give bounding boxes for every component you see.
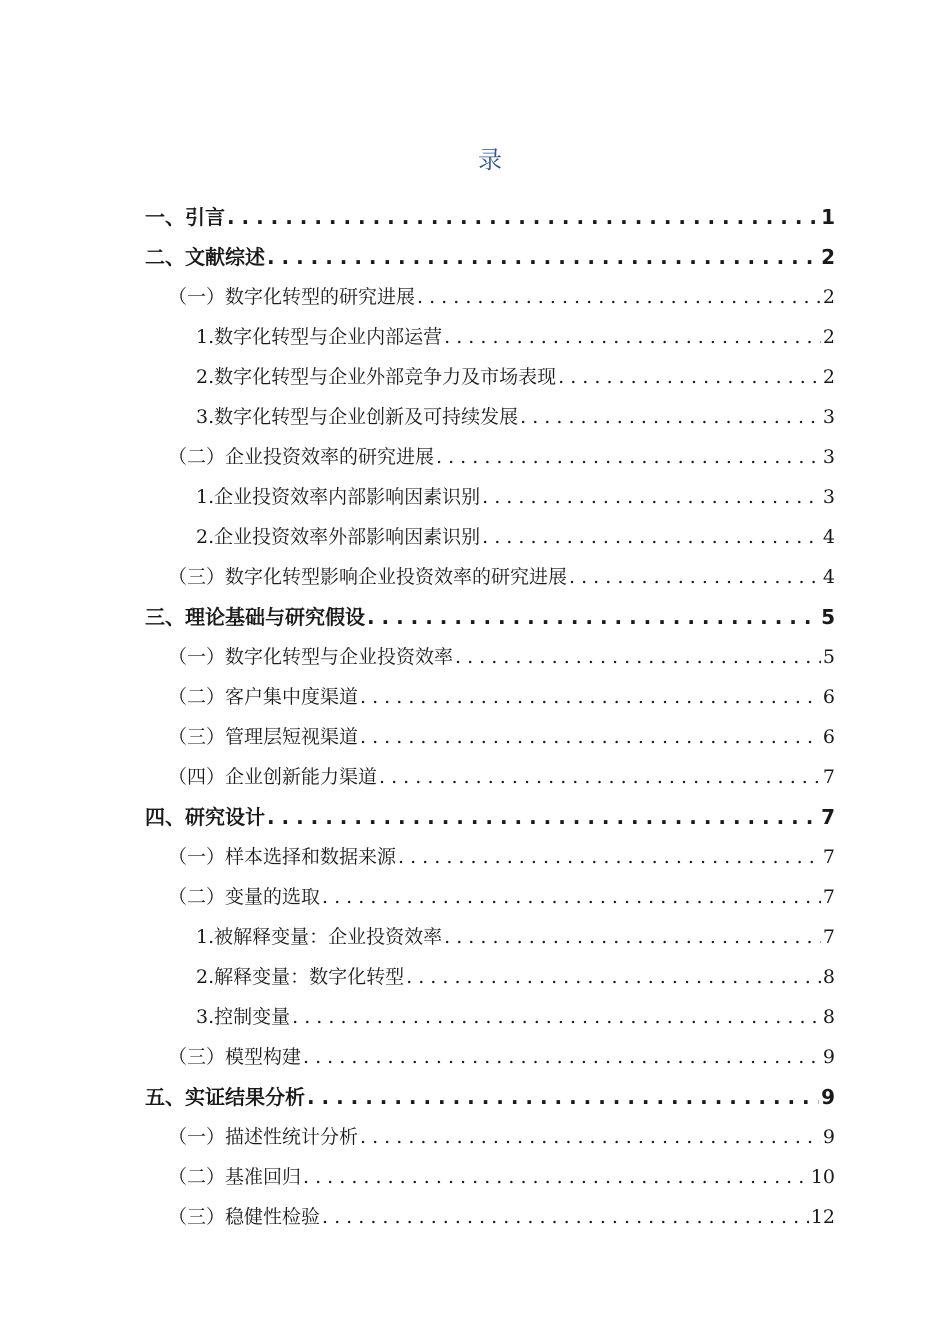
toc-entry-page-number: 4 xyxy=(822,525,835,548)
toc-entry-row xyxy=(196,482,835,509)
toc-entry-row xyxy=(196,1002,835,1029)
toc-list xyxy=(0,195,950,1235)
toc-entry-row xyxy=(196,522,835,549)
toc-dot-leader xyxy=(292,1006,821,1028)
toc-title: 录 xyxy=(478,146,502,174)
toc-entry-label: （二）企业投资效率的研究进展 xyxy=(168,445,435,468)
toc-entry-level-3[interactable] xyxy=(0,355,950,395)
toc-entry-page-number: 7 xyxy=(822,845,835,868)
toc-entry-level-2[interactable] xyxy=(0,675,950,715)
toc-dot-leader xyxy=(303,1166,809,1188)
toc-entry-row xyxy=(168,442,835,469)
toc-entry-label: 2.解释变量：数字化转型 xyxy=(196,965,405,988)
toc-dot-leader xyxy=(303,1046,821,1068)
toc-entry-label: （三）管理层短视渠道 xyxy=(168,725,359,748)
toc-entry-label: 2.数字化转型与企业外部竞争力及市场表现 xyxy=(196,365,557,388)
toc-entry-page-number: 9 xyxy=(822,1125,835,1148)
toc-entry-level-2[interactable] xyxy=(0,1155,950,1195)
toc-entry-page-number: 4 xyxy=(822,565,835,588)
toc-entry-page-number: 7 xyxy=(821,804,835,829)
toc-entry-row xyxy=(168,1042,835,1069)
toc-entry-level-3[interactable] xyxy=(0,515,950,555)
toc-entry-page-number: 7 xyxy=(822,765,835,788)
toc-entry-page-number: 9 xyxy=(821,1084,835,1109)
toc-entry-page-number: 12 xyxy=(810,1205,835,1228)
toc-dot-leader xyxy=(436,446,821,468)
toc-entry-page-number: 2 xyxy=(822,365,835,388)
toc-entry-label: （三）稳健性检验 xyxy=(168,1205,321,1228)
toc-entry-page-number: 2 xyxy=(822,325,835,348)
toc-entry-page-number: 3 xyxy=(822,405,835,428)
toc-dot-leader xyxy=(367,605,819,629)
toc-entry-row xyxy=(168,282,835,309)
toc-entry-page-number: 7 xyxy=(822,885,835,908)
toc-dot-leader xyxy=(322,1206,809,1228)
toc-entry-label: （二）客户集中度渠道 xyxy=(168,685,359,708)
toc-entry-row xyxy=(168,1162,835,1189)
toc-entry-level-3[interactable] xyxy=(0,395,950,435)
toc-entry-label: 2.企业投资效率外部影响因素识别 xyxy=(196,525,481,548)
toc-dot-leader xyxy=(569,566,821,588)
toc-entry-page-number: 10 xyxy=(810,1165,835,1188)
toc-dot-leader xyxy=(227,205,819,229)
toc-entry-level-3[interactable] xyxy=(0,955,950,995)
toc-entry-row xyxy=(196,402,835,429)
toc-entry-row xyxy=(168,842,835,869)
toc-entry-page-number: 1 xyxy=(821,204,835,229)
toc-entry-row xyxy=(145,241,835,270)
toc-entry-row xyxy=(196,962,835,989)
toc-entry-level-1[interactable] xyxy=(0,235,950,275)
toc-entry-label: （一）数字化转型的研究进展 xyxy=(168,285,416,308)
toc-dot-leader xyxy=(322,886,821,908)
toc-entry-level-3[interactable] xyxy=(0,995,950,1035)
toc-entry-row xyxy=(145,601,835,630)
toc-entry-level-2[interactable] xyxy=(0,1035,950,1075)
toc-dot-leader xyxy=(379,766,821,788)
toc-entry-level-2[interactable] xyxy=(0,1115,950,1155)
toc-entry-level-3[interactable] xyxy=(0,475,950,515)
toc-entry-label: 3.控制变量 xyxy=(196,1005,291,1028)
toc-entry-page-number: 8 xyxy=(822,965,835,988)
toc-entry-level-1[interactable] xyxy=(0,195,950,235)
toc-entry-level-1[interactable] xyxy=(0,795,950,835)
toc-entry-label: 1.数字化转型与企业内部运营 xyxy=(196,325,443,348)
toc-entry-row xyxy=(168,722,835,749)
toc-entry-row xyxy=(145,1081,835,1110)
toc-entry-level-2[interactable] xyxy=(0,555,950,595)
toc-entry-label: 1.被解释变量：企业投资效率 xyxy=(196,925,443,948)
toc-entry-page-number: 3 xyxy=(822,485,835,508)
toc-entry-label: 四、研究设计 xyxy=(145,804,265,829)
toc-entry-label: （一）数字化转型与企业投资效率 xyxy=(168,645,454,668)
toc-entry-level-2[interactable] xyxy=(0,635,950,675)
toc-entry-page-number: 2 xyxy=(822,285,835,308)
toc-entry-label: （三）数字化转型影响企业投资效率的研究进展 xyxy=(168,565,568,588)
toc-entry-row xyxy=(168,1122,835,1149)
toc-dot-leader xyxy=(444,326,821,348)
toc-entry-level-3[interactable] xyxy=(0,315,950,355)
toc-entry-level-2[interactable] xyxy=(0,1195,950,1235)
toc-entry-label: （二）变量的选取 xyxy=(168,885,321,908)
toc-entry-page-number: 5 xyxy=(822,645,835,668)
toc-entry-page-number: 6 xyxy=(822,725,835,748)
toc-entry-label: 二、文献综述 xyxy=(145,244,265,269)
toc-dot-leader xyxy=(360,686,821,708)
toc-dot-leader xyxy=(455,646,821,668)
toc-entry-page-number: 5 xyxy=(821,604,835,629)
toc-entry-level-3[interactable] xyxy=(0,915,950,955)
toc-entry-page-number: 8 xyxy=(822,1005,835,1028)
toc-entry-level-2[interactable] xyxy=(0,755,950,795)
toc-entry-label: 五、实证结果分析 xyxy=(145,1084,305,1109)
toc-entry-row xyxy=(168,762,835,789)
toc-dot-leader xyxy=(482,526,821,548)
toc-entry-row xyxy=(168,682,835,709)
toc-dot-leader xyxy=(360,726,821,748)
toc-entry-row xyxy=(168,562,835,589)
toc-dot-leader xyxy=(307,1085,819,1109)
toc-entry-row xyxy=(145,801,835,830)
toc-entry-level-2[interactable] xyxy=(0,435,950,475)
toc-entry-label: （一）样本选择和数据来源 xyxy=(168,845,397,868)
toc-dot-leader xyxy=(406,966,821,988)
toc-dot-leader xyxy=(520,406,821,428)
toc-dot-leader xyxy=(267,245,819,269)
toc-entry-label: 3.数字化转型与企业创新及可持续发展 xyxy=(196,405,519,428)
toc-entry-label: 一、引言 xyxy=(145,204,225,229)
toc-entry-page-number: 9 xyxy=(822,1045,835,1068)
toc-entry-row xyxy=(196,362,835,389)
toc-entry-label: 1.企业投资效率内部影响因素识别 xyxy=(196,485,481,508)
toc-entry-page-number: 7 xyxy=(822,925,835,948)
toc-dot-leader xyxy=(398,846,821,868)
toc-entry-label: （三）模型构建 xyxy=(168,1045,302,1068)
toc-dot-leader xyxy=(444,926,821,948)
toc-entry-row xyxy=(196,922,835,949)
toc-entry-level-1[interactable] xyxy=(0,1075,950,1115)
toc-entry-level-2[interactable] xyxy=(0,275,950,315)
toc-dot-leader xyxy=(360,1126,821,1148)
toc-entry-row xyxy=(196,322,835,349)
toc-entry-label: （一）描述性统计分析 xyxy=(168,1125,359,1148)
toc-entry-level-2[interactable] xyxy=(0,835,950,875)
toc-entry-label: 三、理论基础与研究假设 xyxy=(145,604,365,629)
toc-dot-leader xyxy=(417,286,821,308)
toc-entry-row xyxy=(168,882,835,909)
toc-entry-page-number: 3 xyxy=(822,445,835,468)
toc-entry-page-number: 6 xyxy=(822,685,835,708)
toc-entry-row xyxy=(145,201,835,230)
toc-entry-label: （二）基准回归 xyxy=(168,1165,302,1188)
toc-entry-label: （四）企业创新能力渠道 xyxy=(168,765,378,788)
toc-entry-page-number: 2 xyxy=(821,244,835,269)
toc-entry-level-2[interactable] xyxy=(0,715,950,755)
toc-dot-leader xyxy=(267,805,819,829)
toc-entry-level-1[interactable] xyxy=(0,595,950,635)
toc-entry-row xyxy=(168,642,835,669)
toc-entry-row xyxy=(168,1202,835,1229)
toc-entry-level-2[interactable] xyxy=(0,875,950,915)
toc-dot-leader xyxy=(482,486,821,508)
toc-dot-leader xyxy=(558,366,821,388)
